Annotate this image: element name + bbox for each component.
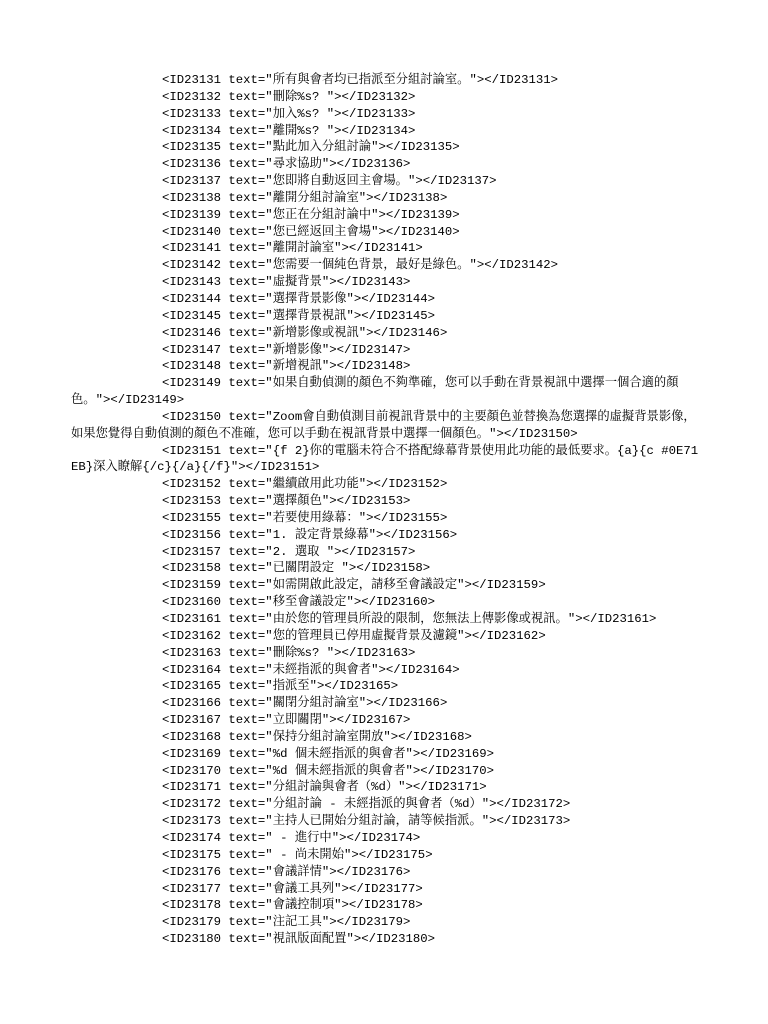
string-entry-23132: <ID23132 text="刪除%s? "></ID23132> <box>162 89 416 104</box>
string-entry-23148: <ID23148 text="新增視訊"></ID23148> <box>162 359 411 374</box>
string-entry-23171: <ID23171 text="分組討論與會者（%d）"></ID23171> <box>162 780 487 795</box>
string-entry-23145: <ID23145 text="選擇背景視訊"></ID23145> <box>162 308 436 323</box>
string-entry-23178: <ID23178 text="會議控制項"></ID23178> <box>162 898 423 913</box>
string-entry-23177: <ID23177 text="會議工具列"></ID23177> <box>162 881 423 896</box>
string-entry-23173: <ID23173 text="主持人已開始分組討論，請等候指派。"></ID23173> <box>162 814 571 829</box>
string-entry-23144: <ID23144 text="選擇背景影像"></ID23144> <box>162 291 436 306</box>
string-entry-23133: <ID23133 text="加入%s? "></ID23133> <box>162 106 416 121</box>
string-entry-23155: <ID23155 text="若要使用綠幕："></ID23155> <box>162 510 448 525</box>
string-entry-23179: <ID23179 text="注記工具"></ID23179> <box>162 915 411 930</box>
string-entry-23176: <ID23176 text="會議詳情"></ID23176> <box>162 864 411 879</box>
string-entry-23170: <ID23170 text="%d 個未經指派的與會者"></ID23170> <box>162 763 495 778</box>
string-entry-23137: <ID23137 text="您即將自動返回主會場。"></ID23137> <box>162 174 497 189</box>
string-entry-23159: <ID23159 text="如需開啟此設定，請移至會議設定"></ID23159> <box>162 578 546 593</box>
string-entry-23142: <ID23142 text="您需要一個純色背景，最好是綠色。"></ID23142> <box>162 258 558 273</box>
string-entry-23157: <ID23157 text="2. 選取 "></ID23157> <box>162 544 416 559</box>
string-entry-23158: <ID23158 text="已關閉設定 "></ID23158> <box>162 561 431 576</box>
string-entry-23166: <ID23166 text="關閉分組討論室"></ID23166> <box>162 696 448 711</box>
string-entry-23156: <ID23156 text="1. 設定背景綠幕"></ID23156> <box>162 527 458 542</box>
string-entry-23165: <ID23165 text="指派至"></ID23165> <box>162 679 399 694</box>
string-entry-23151: <ID23151 text="{f 2}你的電腦未符合不搭配綠幕背景使用此功能的最低要求。{a}{c #0E71EB}深入瞭解{/c}{/a}{/f}"></ID23151> <box>71 443 699 475</box>
string-entry-23139: <ID23139 text="您正在分組討論中"></ID23139> <box>162 207 460 222</box>
string-entry-23174: <ID23174 text=" - 進行中"></ID23174> <box>162 830 421 845</box>
string-entry-23180: <ID23180 text="視訊版面配置"></ID23180> <box>162 932 436 947</box>
string-entry-23163: <ID23163 text="刪除%s? "></ID23163> <box>162 645 416 660</box>
string-entry-23169: <ID23169 text="%d 個未經指派的與會者"></ID23169> <box>162 746 495 761</box>
string-entry-23152: <ID23152 text="繼續啟用此功能"></ID23152> <box>162 477 448 492</box>
string-entry-23134: <ID23134 text="離開%s? "></ID23134> <box>162 123 416 138</box>
string-entry-23175: <ID23175 text=" - 尚未開始"></ID23175> <box>162 847 433 862</box>
string-entry-23147: <ID23147 text="新增影像"></ID23147> <box>162 342 411 357</box>
string-entry-23131: <ID23131 text="所有與會者均已指派至分組討論室。"></ID23131> <box>162 73 558 87</box>
string-entry-23161: <ID23161 text="由於您的管理員所設的限制，您無法上傳影像或視訊。"></ID23161> <box>162 612 657 626</box>
string-entry-23146: <ID23146 text="新增影像或視訊"></ID23146> <box>162 325 448 340</box>
string-entry-23150: <ID23150 text="Zoom會自動偵測目前視訊背景中的主要顏色並替換為您選擇的虛擬背景影像，如果您覺得自動偵測的顏色不准確，您可以手動在視訊背景中選擇一個顏色。"></ID23150> <box>71 409 696 441</box>
string-entry-23149: <ID23149 text="如果自動偵測的顏色不夠準確，您可以手動在背景視訊中選擇一個合適的顏色。"></ID23149> <box>71 376 679 408</box>
string-entry-23168: <ID23168 text="保持分組討論室開放"></ID23168> <box>162 729 472 744</box>
string-entry-23138: <ID23138 text="離開分組討論室"></ID23138> <box>162 190 448 205</box>
string-entry-23172: <ID23172 text="分組討論 - 未經指派的與會者（%d）"></ID23172> <box>162 797 571 812</box>
string-entry-23162: <ID23162 text="您的管理員已停用虛擬背景及濾鏡"></ID23162> <box>162 628 546 643</box>
string-entry-23135: <ID23135 text="點此加入分組討論"></ID23135> <box>162 140 460 155</box>
string-entry-23167: <ID23167 text="立即關閉"></ID23167> <box>162 713 411 728</box>
string-entry-23141: <ID23141 text="離開討論室"></ID23141> <box>162 241 423 256</box>
string-entry-23164: <ID23164 text="未經指派的與會者"></ID23164> <box>162 662 460 677</box>
string-entry-23140: <ID23140 text="您已經返回主會場"></ID23140> <box>162 224 460 239</box>
string-entry-23143: <ID23143 text="虛擬背景"></ID23143> <box>162 275 411 290</box>
string-entry-23160: <ID23160 text="移至會議設定"></ID23160> <box>162 595 436 610</box>
string-entry-23136: <ID23136 text="尋求協助"></ID23136> <box>162 157 411 172</box>
string-entry-23153: <ID23153 text="選擇顏色"></ID23153> <box>162 494 411 509</box>
